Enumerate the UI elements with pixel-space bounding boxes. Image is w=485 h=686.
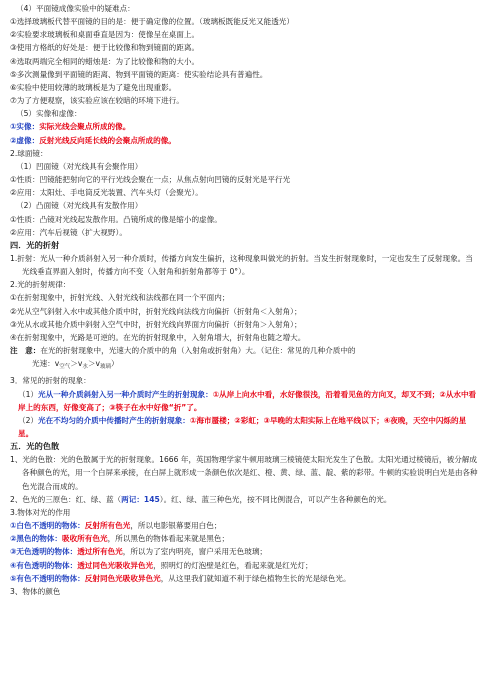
highlight-text: 吸收所有色光 <box>62 534 108 544</box>
text-line: ②应用：太阳灶、手电筒反光装置、汽车头灯（会聚光）。 <box>10 188 203 198</box>
text-line: ②光从空气斜射入水中或其他介质中时，折射光线向法线方向偏折（折射角＜入射角）； <box>10 306 302 316</box>
paragraph <box>10 388 479 414</box>
text-line: ⑦为了方便观察，该实验应该在较暗的环境下进行。 <box>10 96 184 106</box>
text-span: ，所以黑色的物体看起来就是黑色； <box>107 534 230 544</box>
text-span: 2、色光的三原色：红、绿、蓝（ <box>10 494 122 504</box>
term-label: ⑤有色不透明的物体： <box>10 573 85 583</box>
term-label: ①实像： <box>10 122 40 132</box>
text-line: ①性质：凹镜能把射向它的平行光线会聚在一点；从焦点射向凹镜的反射光是平行光 <box>10 175 291 185</box>
highlight-text: 透过所有色光 <box>77 547 123 557</box>
text-line: 2.光的折射规律： <box>10 280 71 290</box>
text-span: ，照明灯的灯泡壁是红色，看起来就是红光灯； <box>153 560 313 570</box>
text-line <box>10 519 479 532</box>
highlight-text: 实际光线会聚点所成的像。 <box>39 122 131 132</box>
term-label: ④有色透明的物体： <box>10 560 78 570</box>
highlight-text: 反射所有色光 <box>84 521 131 531</box>
term-label: ③无色透明的物体： <box>10 547 78 557</box>
section-heading: 五．光的色散 <box>10 441 60 452</box>
highlight-text: ①海市蜃楼；②彩虹；③早晚的太阳实际上在地平线以下；④夜晚，天空中闪烁的星星。 <box>18 415 467 438</box>
highlight-text: 反射同色光吸收异色光 <box>84 573 161 583</box>
text-line: ①选择玻璃板代替平面镜的目的是：便于确定像的位置。（玻璃板既能反光又能透光） <box>10 17 294 27</box>
text-line <box>10 545 479 558</box>
highlight-text: 两记：145 <box>121 494 160 504</box>
formula-text: ＞v <box>70 359 83 369</box>
paragraph: 1、光的色散：光的色散属于光的折射现象。1666 年，英国物理学家牛顿用玻璃三棱镜使太阳光发生了色散。太阳光通过棱镜后，被分解成各种颜色的光，用一个白屏来承接，在白屏上就形成一条颜色依次是红、橙、黄、绿、蓝、靛、紫的彩带。牛顿的实验说明白光是由各种色光混合而成的。 <box>10 455 478 491</box>
paragraph <box>10 493 479 506</box>
text-line: ④选取两端完全相同的蜡烛是：为了比较像和物的大小。 <box>10 56 200 66</box>
text-line: ③光从水或其他介质中斜射入空气中时，折射光线向界面方向偏折（折射角＞入射角）； <box>10 319 302 329</box>
paragraph <box>10 414 479 440</box>
text-line <box>10 559 479 572</box>
text-line: ②实验要求玻璃板和桌面垂直是因为：使像呈在桌面上。 <box>10 30 200 40</box>
text-line: ①在折射现象中，折射光线、入射光线和法线都在同一个平面内； <box>10 293 230 303</box>
text-line: （1）凹面镜（对光线具有会聚作用） <box>16 161 143 171</box>
text-line <box>10 344 479 357</box>
text-line: ①性质：凸镜对光线起发散作用。凸镜所成的像是缩小的虚像。 <box>10 214 222 224</box>
item-number: （1） <box>18 389 39 399</box>
text-line: （5）实像和虚像： <box>16 109 82 119</box>
highlight-text: ①从岸上向水中看，水好像很浅，沿着看见鱼的方向叉，却叉不到；②从水中看岸上的东西，好像变高了；③筷子在水中好像“折”了。 <box>18 389 477 412</box>
text-line: ③使用方格纸的好处是：便于比较像和物到镜面的距离。 <box>10 43 200 53</box>
text-line <box>10 120 479 133</box>
term-label: ①白色不透明的物体： <box>10 521 85 531</box>
text-line: ⑤多次测量像到平面镜的距离、物到平面镜的距离：使实验结论具有普遍性。 <box>10 69 268 79</box>
text-line <box>10 134 479 147</box>
text-span: ，所以为了室内明亮，窗户采用无色玻璃； <box>122 547 268 557</box>
highlight-text: 透过同色光吸收异色光 <box>77 560 154 570</box>
text-line: 3．常见的折射的现象： <box>10 376 91 386</box>
text-line: （4）平面镜成像实验中的疑难点： <box>16 4 135 13</box>
text-line: ④在折射现象中，光路是可逆的。在光的折射现象中，入射角增大，折射角也随之增大。 <box>10 332 306 342</box>
text-span: ，所以电影银幕要用白色； <box>130 521 222 531</box>
item-number: （2） <box>18 415 39 425</box>
text-line <box>10 572 479 585</box>
paragraph: 1.折射：光从一种介质斜射入另一种介质时，传播方向发生偏折，这种现象叫做光的折射。当发生折射现象时，一定也发生了反射现象。当光线垂直界面入射时，传播方向不变（入射角和折射角都等于 0°）。 <box>10 253 473 277</box>
formula-text: ＞v <box>87 359 100 369</box>
text-line: ⑥实验中使用较薄的玻璃板是为了避免出现重影。 <box>10 82 177 92</box>
subscript: 玻璃 <box>100 364 112 371</box>
text-line: 2.球面镜： <box>10 148 48 158</box>
text-line <box>10 357 479 374</box>
subscript: 空气 <box>59 364 71 371</box>
highlight-text: 反射光线反向延长线的会聚点所成的像。 <box>39 135 176 145</box>
subscript: 水 <box>82 364 88 371</box>
text-line: 3.物体对光的作用 <box>10 507 71 517</box>
note-label: 注 意： <box>10 346 41 356</box>
section-heading: 四．光的折射 <box>10 239 60 250</box>
text-line: ②应用：汽车后视镜（扩大视野）。 <box>10 227 127 237</box>
text-line: 3、物体的颜色 <box>10 586 61 596</box>
term-label: ②虚像： <box>10 135 40 145</box>
text-span: ）。红、绿、蓝三种色光，按不同比例混合，可以产生各种颜色的光。 <box>159 494 392 504</box>
formula-text: 光速：v <box>32 359 60 369</box>
highlight-text: 光在不均匀的介质中传播时产生的折射现象： <box>38 415 190 425</box>
note-text: 在光的折射现象中，光速大的介质中的角（入射角或折射角）大。（记住：常见的几种介质中的 <box>40 346 356 356</box>
text-line: （2）凸面镜（对光线具有发散作用） <box>16 201 143 211</box>
formula-text: ） <box>111 359 119 369</box>
term-label: ②黑色的物体： <box>10 534 62 544</box>
highlight-text: 光从一种介质斜射入另一种介质时产生的折射现象： <box>38 389 213 399</box>
text-span: ，从这里我们就知道不利于绿色植物生长的光是绿色光。 <box>160 573 351 583</box>
text-line <box>10 532 479 545</box>
